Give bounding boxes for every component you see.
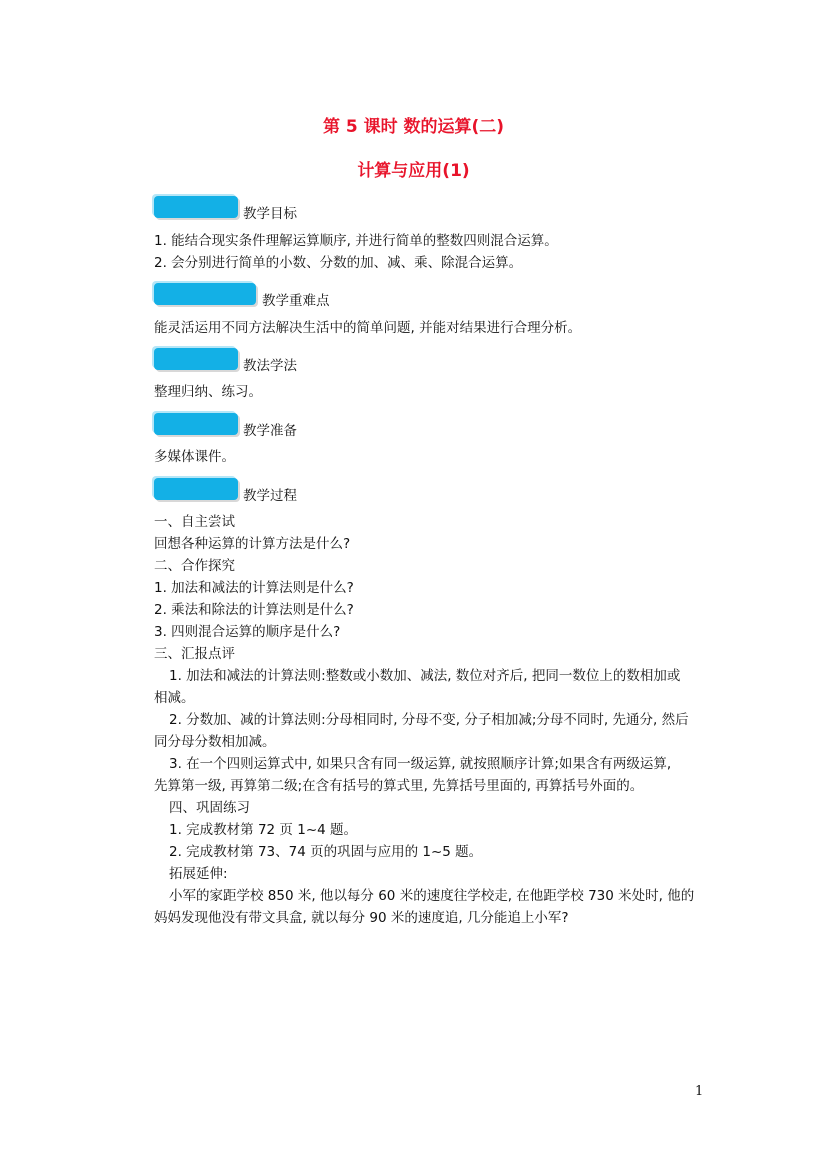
list-item: 3. 四则混合运算的顺序是什么?: [154, 624, 341, 640]
list-item: 1. 加法和减法的计算法则是什么?: [154, 580, 354, 596]
section-label: 教学目标: [243, 206, 297, 222]
methods-text: 整理归纳、练习。: [154, 384, 262, 400]
list-item: 2. 分数加、减的计算法则:分母相同时, 分母不变, 分子相加减;分母不同时, 先通分, 然后: [169, 712, 689, 728]
list-item: 2. 乘法和除法的计算法则是什么?: [154, 602, 354, 618]
section-marker: [154, 413, 238, 435]
page-title: 第 5 课时 数的运算(二): [322, 117, 505, 137]
list-item: 1. 完成教材第 72 页 1~4 题。: [169, 822, 358, 838]
prep-text: 多媒体课件。: [154, 449, 235, 465]
key-points-text: 能灵活运用不同方法解决生活中的简单问题, 并能对结果进行合理分析。: [154, 320, 582, 336]
process-heading-1: 一、自主尝试: [154, 514, 235, 530]
extension-heading: 拓展延伸:: [169, 866, 228, 882]
list-item: 2. 完成教材第 73、74 页的巩固与应用的 1~5 题。: [169, 844, 483, 860]
list-item: 1. 加法和减法的计算法则:整数或小数加、减法, 数位对齐后, 把同一数位上的数相加或: [169, 668, 681, 684]
section-marker: [154, 348, 238, 370]
extension-text: 小军的家距学校 850 米, 他以每分 60 米的速度往学校走, 在他距学校 730 米处时, 他的: [169, 888, 695, 904]
extension-text: 妈妈发现他没有带文具盒, 就以每分 90 米的速度追, 几分能追上小军?: [154, 910, 569, 926]
list-item-continuation: 先算第一级, 再算第二级;在含有括号的算式里, 先算括号里面的, 再算括号外面的。: [154, 778, 644, 794]
page-subtitle: 计算与应用(1): [357, 161, 470, 181]
section-marker: [154, 196, 238, 218]
process-heading-4: 四、巩固练习: [169, 800, 250, 816]
list-item-continuation: 同分母分数相加减。: [154, 734, 276, 750]
list-item-continuation: 相减。: [154, 690, 195, 706]
section-label: 教法学法: [243, 358, 297, 374]
section-label: 教学重难点: [262, 293, 330, 309]
section-label: 教学准备: [243, 423, 297, 439]
goal-item: 1. 能结合现实条件理解运算顺序, 并进行简单的整数四则混合运算。: [154, 233, 558, 249]
section-marker: [154, 283, 256, 305]
goal-item: 2. 会分别进行简单的小数、分数的加、减、乘、除混合运算。: [154, 255, 523, 271]
list-item: 3. 在一个四则运算式中, 如果只含有同一级运算, 就按照顺序计算;如果含有两级运算,: [169, 756, 672, 772]
section-label: 教学过程: [243, 488, 297, 504]
process-text: 回想各种运算的计算方法是什么?: [154, 536, 351, 552]
process-heading-3: 三、汇报点评: [154, 646, 235, 662]
process-heading-2: 二、合作探究: [154, 558, 235, 574]
section-marker: [154, 478, 238, 500]
page-number: 1: [695, 1084, 704, 1099]
